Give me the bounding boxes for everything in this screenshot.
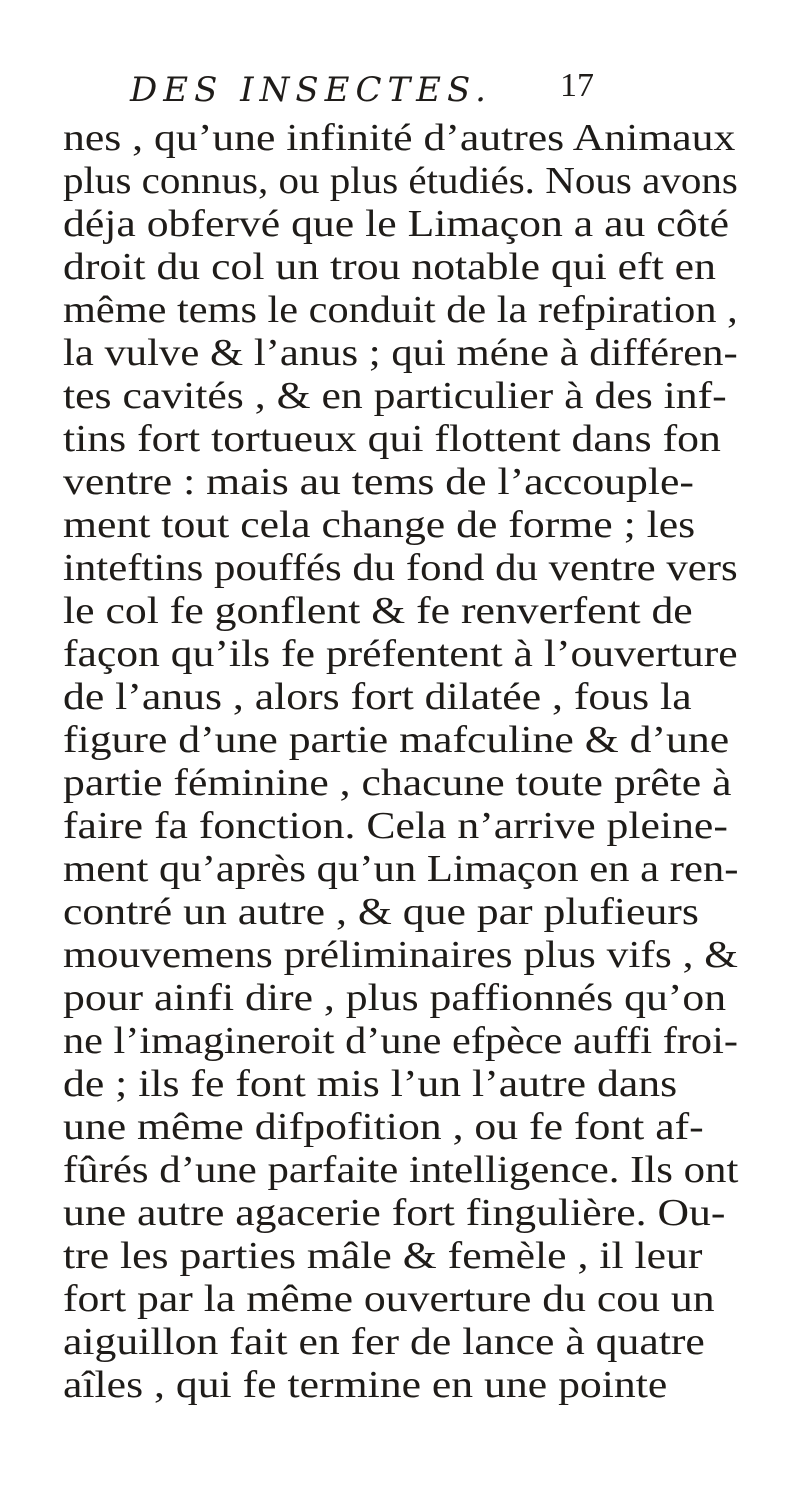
- text-line: même tems le conduit de la refpiration ,: [63, 289, 738, 331]
- text-line: déja obfervé que le Limaçon a au côté: [63, 203, 730, 245]
- text-line: façon qu’ils fe préfentent à l’ouverture: [63, 633, 738, 675]
- text-line: fort par la même ouverture du cou un: [63, 1278, 715, 1320]
- text-line: aiguillon fait en fer de lance à quatre: [63, 1321, 705, 1363]
- text-line: ment qu’après qu’un Limaçon en a ren-: [63, 848, 739, 890]
- text-line: ment tout cela change de forme ; les: [63, 504, 696, 546]
- text-line: une autre agacerie fort fingulière. Ou-: [63, 1192, 726, 1234]
- text-line: tins fort tortueux qui flottent dans fon: [63, 418, 721, 460]
- text-line: figure d’une partie mafculine & d’une: [63, 719, 730, 761]
- text-line: droit du col un trou notable qui eft en: [63, 246, 716, 288]
- text-line: ne l’imagineroit d’une efpèce auffi froi-: [63, 1020, 738, 1062]
- text-line: le col fe gonflent & fe renverfent de: [63, 590, 693, 632]
- text-line: nes , qu’une infinité d’autres Animaux: [63, 117, 736, 159]
- body-text: [0, 110, 800, 1406]
- text-line: fûrés d’une parfaite intelligence. Ils ont: [63, 1149, 739, 1191]
- text-line: de ; ils fe font mis l’un l’autre dans: [63, 1063, 678, 1105]
- text-line: pour ainfi dire , plus paffionnés qu’on: [63, 977, 727, 1019]
- text-line: faire fa fonction. Cela n’arrive pleine-: [63, 805, 728, 847]
- page-number: 17: [560, 67, 594, 104]
- text-line: la vulve & l’anus ; qui méne à différen-: [63, 332, 738, 374]
- text-line: ventre : mais au tems de l’accouple-: [63, 461, 694, 503]
- running-head: DES INSECTES.: [130, 70, 492, 110]
- text-line: partie féminine , chacune toute prête à: [63, 762, 732, 804]
- text-line: inteftins pouffés du fond du ventre vers: [63, 547, 738, 589]
- text-line: mouvemens préliminaires plus vifs , &: [63, 934, 739, 976]
- text-line: tes cavités , & en particulier à des inf-: [63, 375, 727, 417]
- text-line: une même difpofition , ou fe font af-: [63, 1106, 704, 1148]
- text-line: aîles , qui fe termine en une pointe: [63, 1364, 668, 1406]
- text-line: de l’anus , alors fort dilatée , fous la: [63, 676, 692, 718]
- page-header: [0, 0, 800, 110]
- text-line: plus connus, ou plus étudiés. Nous avons: [63, 160, 738, 202]
- text-line: contré un autre , & que par plufieurs: [63, 891, 699, 933]
- text-line: tre les parties mâle & femèle , il leur: [63, 1235, 703, 1277]
